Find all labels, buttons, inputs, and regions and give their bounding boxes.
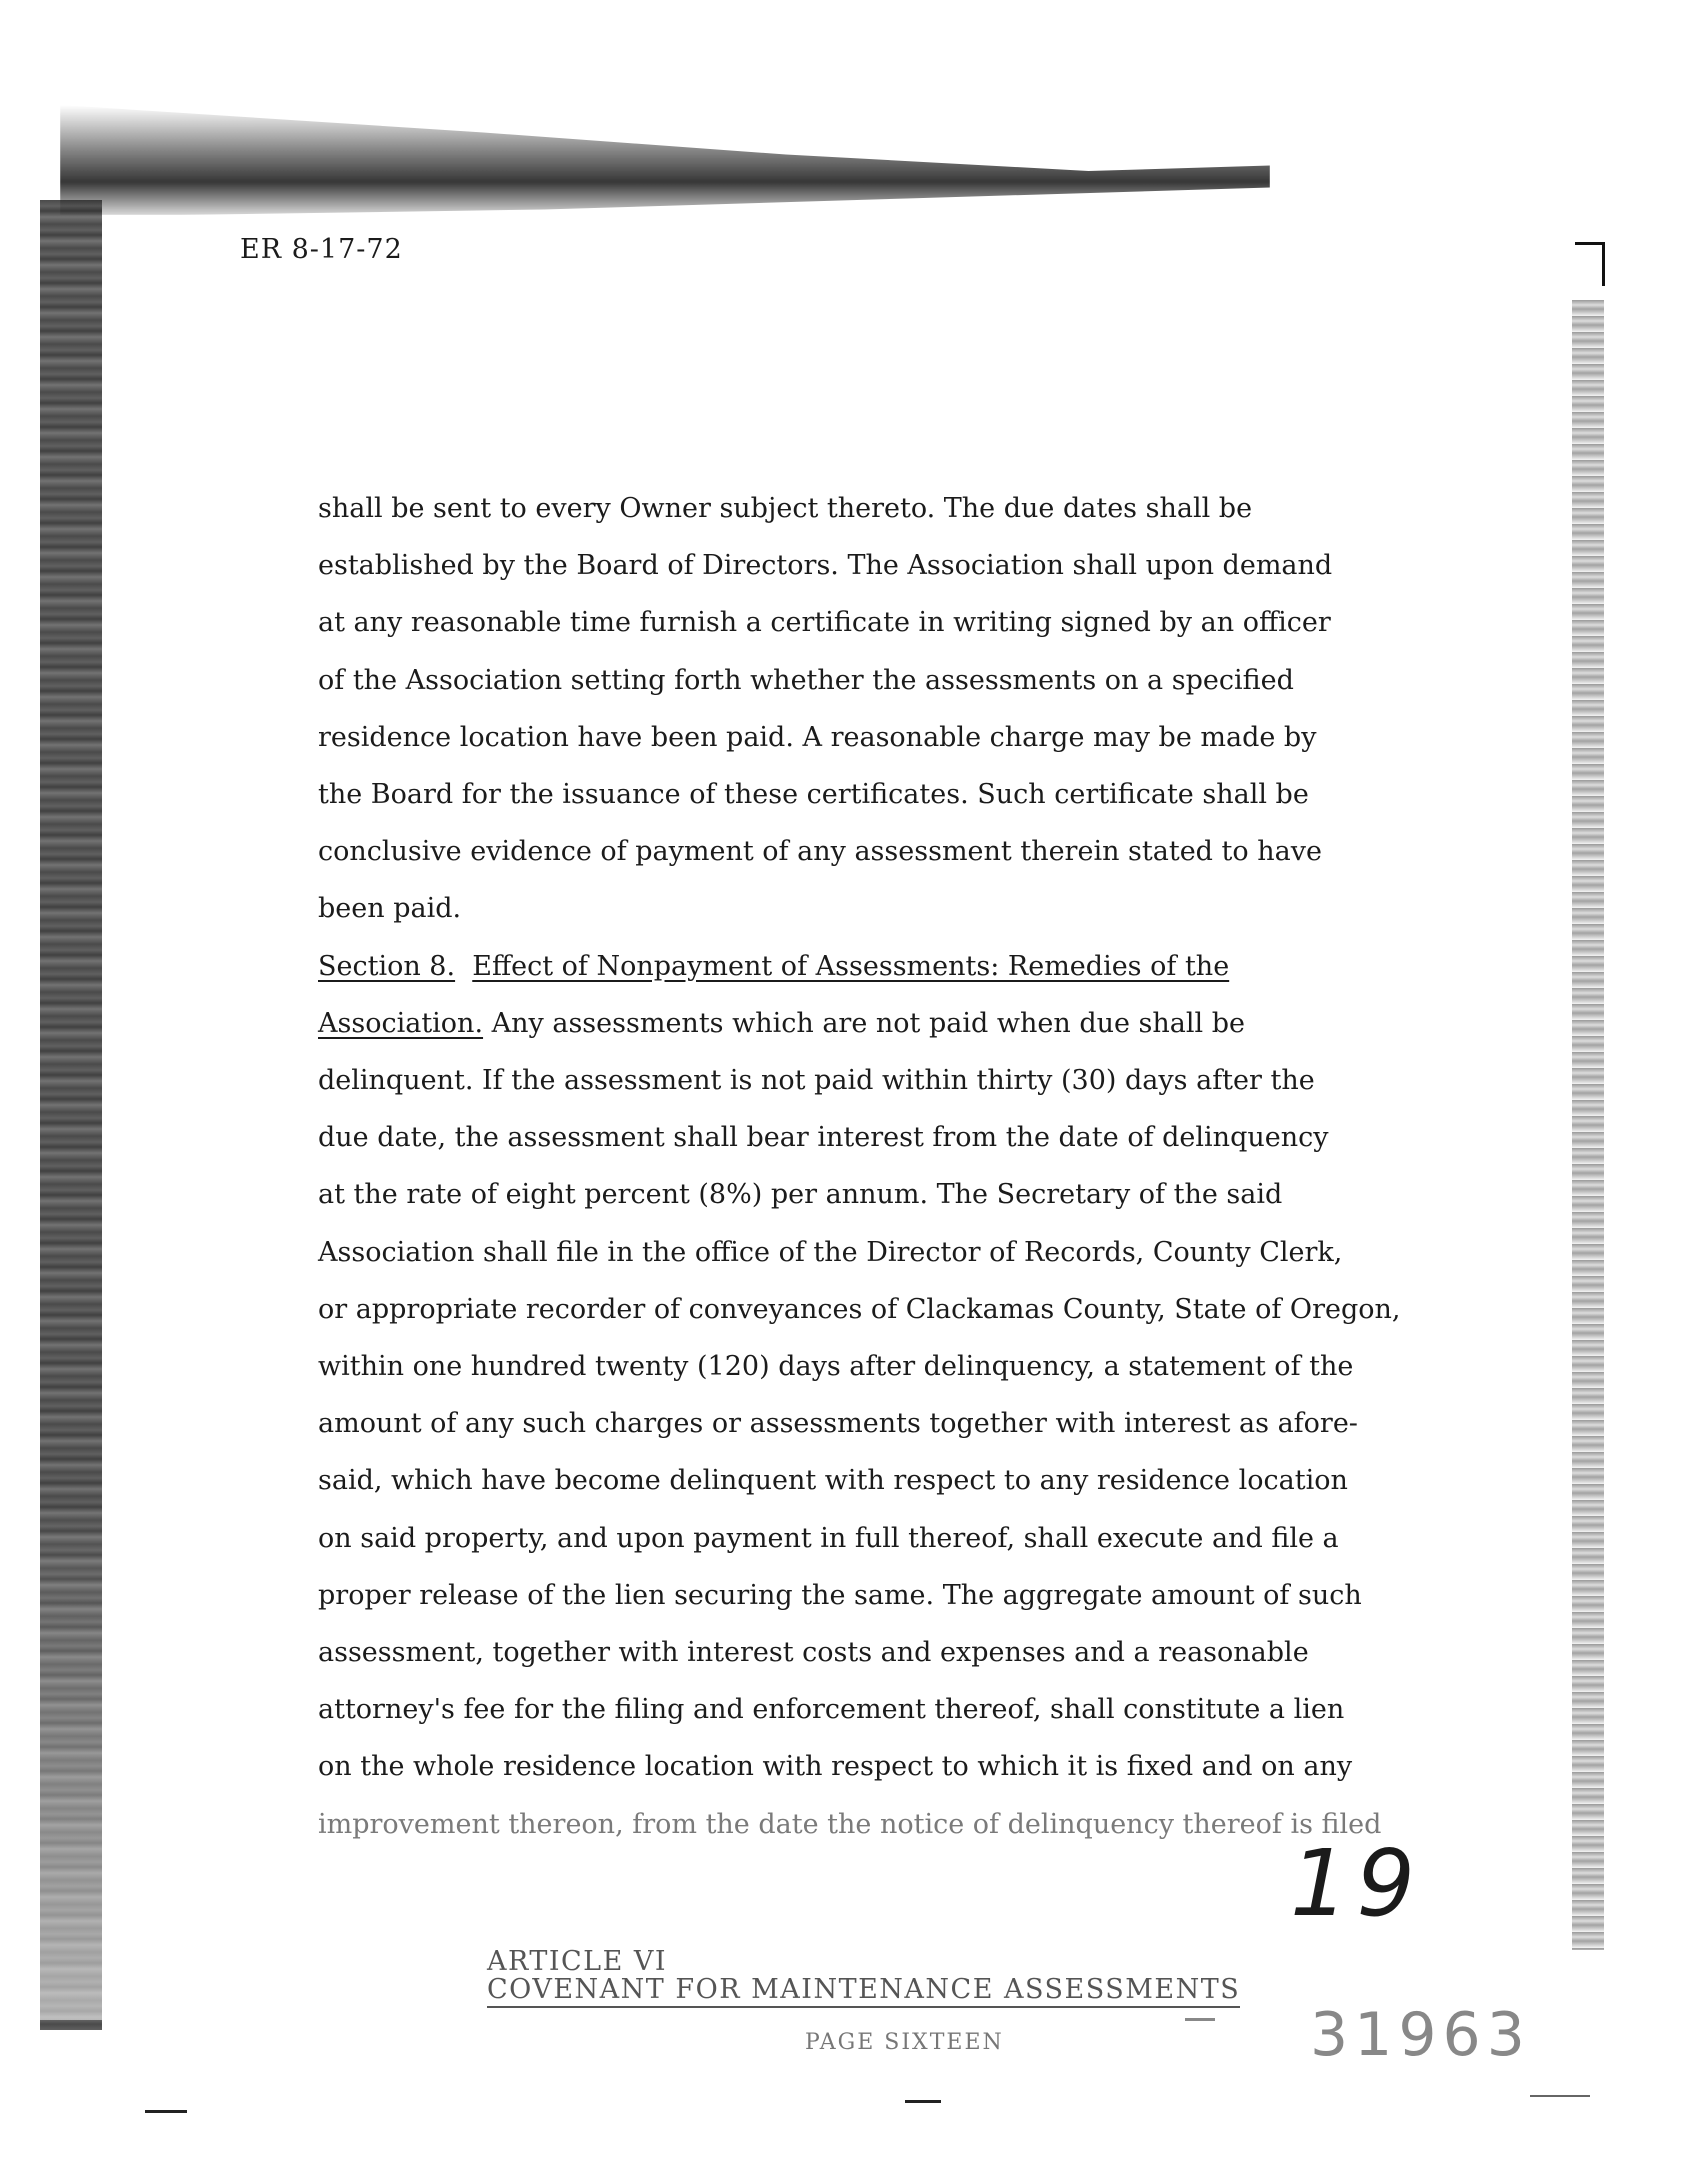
- text-line: at the rate of eight percent (8%) per annum. The Secretary of the said: [318, 1179, 1283, 1211]
- text-line-faded: improvement thereon, from the date the notice of delinquency thereof is filed: [318, 1808, 1382, 1840]
- stray-mark: [905, 2100, 941, 2103]
- section-number: Section 8.: [318, 950, 456, 982]
- scan-shadow-right: [1572, 300, 1604, 1950]
- text-line: amount of any such charges or assessments together with interest as afore-: [318, 1408, 1358, 1440]
- text-line: said, which have become delinquent with respect to any residence location: [318, 1465, 1348, 1497]
- text-line: proper release of the lien securing the same. The aggregate amount of such: [318, 1579, 1362, 1611]
- stray-mark: [1530, 2095, 1590, 2097]
- text-line: within one hundred twenty (120) days after delinquency, a statement of the: [318, 1351, 1354, 1383]
- text-line: delinquent. If the assessment is not paid within thirty (30) days after the: [318, 1065, 1315, 1097]
- text-line: or appropriate recorder of conveyances of Clackamas County, State of Oregon,: [318, 1293, 1401, 1325]
- text-line: Association shall file in the office of the Director of Records, County Clerk,: [318, 1236, 1343, 1268]
- text-line: on the whole residence location with respect to which it is fixed and on any: [318, 1751, 1353, 1783]
- section-text: Any assessments which are not paid when due shall be: [483, 1007, 1246, 1039]
- text-line: assessment, together with interest costs and expenses and a reasonable: [318, 1637, 1309, 1669]
- body-text: [318, 480, 1478, 1853]
- handwritten-page-number: 19: [1290, 1830, 1424, 1937]
- stray-mark: [145, 2110, 187, 2113]
- footer-article: [487, 1948, 1240, 2008]
- text-line: attorney's fee for the filing and enforcement thereof, shall constitute a lien: [318, 1694, 1345, 1726]
- scan-shadow-top: [60, 105, 1270, 215]
- text-line: conclusive evidence of payment of any assessment therein stated to have: [318, 836, 1322, 868]
- document-code: ER 8-17-72: [240, 234, 403, 265]
- article-title: COVENANT FOR MAINTENANCE ASSESSMENTS: [487, 1976, 1240, 2008]
- text-line: residence location have been paid. A reasonable charge may be made by: [318, 721, 1317, 753]
- stamp-number: 31963: [1310, 2000, 1531, 2070]
- section-title-continued: Association.: [318, 1007, 484, 1039]
- stray-mark: [1185, 2018, 1215, 2021]
- text-line: at any reasonable time furnish a certificate in writing signed by an officer: [318, 607, 1331, 639]
- section-heading-line: [318, 995, 1478, 1052]
- article-label: ARTICLE VI: [487, 1946, 668, 1977]
- text-line: on said property, and upon payment in full thereof, shall execute and file a: [318, 1522, 1339, 1554]
- text-line: shall be sent to every Owner subject thereto. The due dates shall be: [318, 493, 1253, 524]
- section-title: Effect of Nonpayment of Assessments: Remedies of the: [472, 950, 1230, 982]
- text-line: of the Association setting forth whether the assessments on a specified: [318, 664, 1294, 696]
- text-line: due date, the assessment shall bear interest from the date of delinquency: [318, 1122, 1329, 1154]
- corner-registration-mark: [1575, 242, 1605, 286]
- page-label: PAGE SIXTEEN: [805, 2030, 1004, 2055]
- section-heading-line: [318, 938, 1478, 995]
- scan-shadow-left-fade: [40, 1500, 102, 2020]
- text-line: been paid.: [318, 893, 462, 925]
- text-line: established by the Board of Directors. The Association shall upon demand: [318, 550, 1333, 582]
- text-line: the Board for the issuance of these certificates. Such certificate shall be: [318, 779, 1309, 811]
